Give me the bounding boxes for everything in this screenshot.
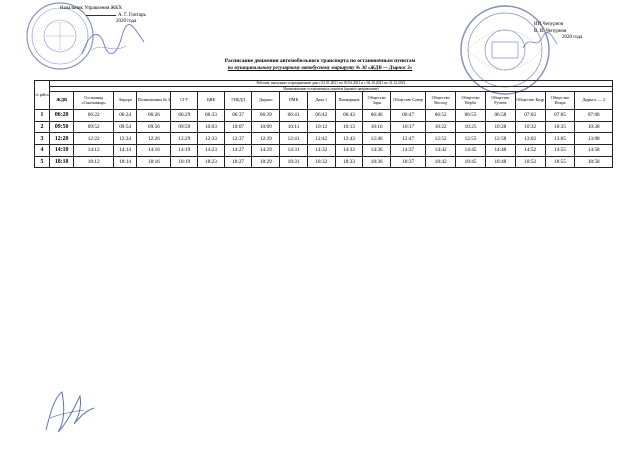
time-cell: 12:46 [363, 133, 391, 145]
approval-block-left [60, 6, 146, 26]
time-cell: 09:52 [74, 121, 113, 133]
approver-name-left: А. Г. Гонтарь [86, 13, 146, 20]
time-cell: 10:38 [575, 121, 613, 133]
time-cell: 10:09 [252, 121, 280, 133]
stops-header-row [35, 92, 613, 110]
time-cell: 18:48 [485, 156, 515, 168]
title-line-2: по муниципальному регулярному автобусному маршруту № 30 «ЖДВ — Дырнос 3» [227, 66, 413, 71]
time-cell: 12:58 [485, 133, 515, 145]
time-cell: 18:36 [363, 156, 391, 168]
time-cell: 09:50 [49, 121, 74, 133]
time-cell: 06:22 [74, 110, 113, 122]
trip-number-cell: 5 [35, 156, 50, 168]
time-cell: 12:47 [391, 133, 426, 145]
time-cell: 06:29 [171, 110, 198, 122]
time-cell: 09:59 [171, 121, 198, 133]
time-cell: 10:03 [198, 121, 225, 133]
stop-header: Общество Восход [426, 92, 456, 110]
time-cell: 14:14 [113, 145, 136, 157]
stop-header: Дырнос — 3 [575, 92, 613, 110]
time-cell: 12:55 [456, 133, 486, 145]
time-cell: 13:08 [575, 133, 613, 145]
time-cell: 06:20 [49, 110, 74, 122]
time-cell: 10:25 [456, 121, 486, 133]
stop-header: Поликлиника № 3 [137, 92, 171, 110]
time-cell: 12:29 [171, 133, 198, 145]
time-cell: 12:33 [198, 133, 225, 145]
stop-header: Общество Кедр [515, 92, 545, 110]
stop-header: Общество Ручеек [485, 92, 515, 110]
time-cell: 06:52 [426, 110, 456, 122]
time-cell: 14:45 [456, 145, 486, 157]
time-cell: 06:46 [363, 110, 391, 122]
time-cell: 18:55 [545, 156, 575, 168]
trip-number-cell: 1 [35, 110, 50, 122]
time-cell: 18:37 [391, 156, 426, 168]
table-row [35, 145, 613, 157]
time-cell: 14:16 [137, 145, 171, 157]
time-cell: 14:33 [335, 145, 363, 157]
time-cell: 14:29 [252, 145, 280, 157]
time-cell: 12:42 [307, 133, 335, 145]
stop-header: Общество Искра [545, 92, 575, 110]
time-cell: 14:12 [74, 145, 113, 157]
time-cell: 06:39 [252, 110, 280, 122]
trip-number-cell: 2 [35, 121, 50, 133]
approval-block-right [534, 22, 582, 42]
approver-position-right: ИП Чепурнов [534, 22, 564, 27]
schedule-table [34, 80, 613, 168]
time-cell: 09:56 [137, 121, 171, 133]
time-cell: 18:52 [515, 156, 545, 168]
time-cell: 14:36 [363, 145, 391, 157]
time-cell: 06:55 [456, 110, 486, 122]
time-cell: 14:55 [545, 145, 575, 157]
approver-position-left: Начальник Управления ЖКХ [60, 6, 123, 11]
time-cell: 14:58 [575, 145, 613, 157]
stop-header: Гостиница «Сыктывкар» [74, 92, 113, 110]
left-signature [78, 24, 148, 62]
time-cell: 14:32 [307, 145, 335, 157]
time-cell: 10:28 [485, 121, 515, 133]
time-cell: 10:22 [426, 121, 456, 133]
time-cell: 07:05 [545, 110, 575, 122]
time-cell: 18:45 [456, 156, 486, 168]
stop-header: Дача 1 [307, 92, 335, 110]
time-cell: 14:37 [391, 145, 426, 157]
time-cell: 14:27 [224, 145, 252, 157]
time-cell: 18:33 [335, 156, 363, 168]
time-cell: 18:31 [280, 156, 308, 168]
time-cell: 12:37 [224, 133, 252, 145]
time-cell: 07:02 [515, 110, 545, 122]
stop-header: ГИБДД [224, 92, 252, 110]
stop-header: Пионерщик [335, 92, 363, 110]
time-cell: 18:58 [575, 156, 613, 168]
time-cell: 06:47 [391, 110, 426, 122]
time-cell: 18:16 [137, 156, 171, 168]
stop-header: Общество Верба [456, 92, 486, 110]
time-cell: 14:52 [515, 145, 545, 157]
time-cell: 12:26 [137, 133, 171, 145]
time-cell: 18:27 [224, 156, 252, 168]
bottom-signature [40, 384, 98, 438]
time-cell: 14:42 [426, 145, 456, 157]
time-cell: 10:07 [224, 121, 252, 133]
time-cell: 14:10 [49, 145, 74, 157]
time-cell: 18:42 [426, 156, 456, 168]
time-cell: 13:02 [515, 133, 545, 145]
time-cell: 12:22 [74, 133, 113, 145]
time-cell: 06:42 [307, 110, 335, 122]
time-cell: 18:23 [198, 156, 225, 168]
approver-name-right: В. В. Чепурнов [534, 28, 567, 34]
trip-number-cell: 3 [35, 133, 50, 145]
time-cell: 06:33 [198, 110, 225, 122]
time-cell: 10:12 [307, 121, 335, 133]
time-cell: 13:05 [545, 133, 575, 145]
time-cell: 06:37 [224, 110, 252, 122]
time-cell: 06:43 [335, 110, 363, 122]
time-cell: 18:29 [252, 156, 280, 168]
time-cell: 06:26 [137, 110, 171, 122]
table-row [35, 110, 613, 122]
table-row [35, 156, 613, 168]
stop-header: ЦВК [198, 92, 225, 110]
stops-group-header: Наименование остановочных пунктов (прямое направление) [49, 86, 612, 92]
time-cell: 14:31 [280, 145, 308, 157]
time-cell: 18:12 [74, 156, 113, 168]
time-cell: 14:23 [198, 145, 225, 157]
time-cell: 12:24 [113, 133, 136, 145]
time-cell: 18:14 [113, 156, 136, 168]
time-cell: 18:10 [49, 156, 74, 168]
time-cell: 14:19 [171, 145, 198, 157]
stop-header: ПМК [280, 92, 308, 110]
stop-header: Общество Заря [363, 92, 391, 110]
time-cell: 18:32 [307, 156, 335, 168]
trip-number-cell: 4 [35, 145, 50, 157]
time-cell: 06:24 [113, 110, 136, 122]
schedule-body [35, 110, 613, 168]
document-title [180, 58, 460, 72]
time-cell: 06:41 [280, 110, 308, 122]
time-cell: 06:58 [485, 110, 515, 122]
approval-year-right: 2020 года [562, 35, 583, 40]
table-row [35, 133, 613, 145]
time-cell: 12:41 [280, 133, 308, 145]
title-line-1: Расписание движения автомобильного транспорта по остановочным пунктам [224, 58, 416, 64]
time-cell: 12:20 [49, 133, 74, 145]
stop-header: Общество Север [391, 92, 426, 110]
time-cell: 10:17 [391, 121, 426, 133]
time-cell: 10:35 [545, 121, 575, 133]
period-header: Рабочие, выходные и праздничные дни с 02.01.2021 по 30.04.2021 и с 04.10.2021 по 31.12.2021 [49, 81, 612, 87]
time-cell: 10:32 [515, 121, 545, 133]
trip-number-header: № рейса [35, 81, 50, 110]
time-cell: 10:13 [335, 121, 363, 133]
approval-year-left: 2020 года [116, 19, 137, 24]
time-cell: 10:11 [280, 121, 308, 133]
time-cell: 10:16 [363, 121, 391, 133]
time-cell: 09:54 [113, 121, 136, 133]
time-cell: 18:19 [171, 156, 198, 168]
stop-header: Дырнос [252, 92, 280, 110]
time-cell: 07:08 [575, 110, 613, 122]
table-row [35, 121, 613, 133]
stop-header: Аврора [113, 92, 136, 110]
time-cell: 12:43 [335, 133, 363, 145]
time-cell: 14:48 [485, 145, 515, 157]
stop-header: СГУ [171, 92, 198, 110]
stop-header: ЖДВ [49, 92, 74, 110]
time-cell: 12:39 [252, 133, 280, 145]
time-cell: 12:52 [426, 133, 456, 145]
